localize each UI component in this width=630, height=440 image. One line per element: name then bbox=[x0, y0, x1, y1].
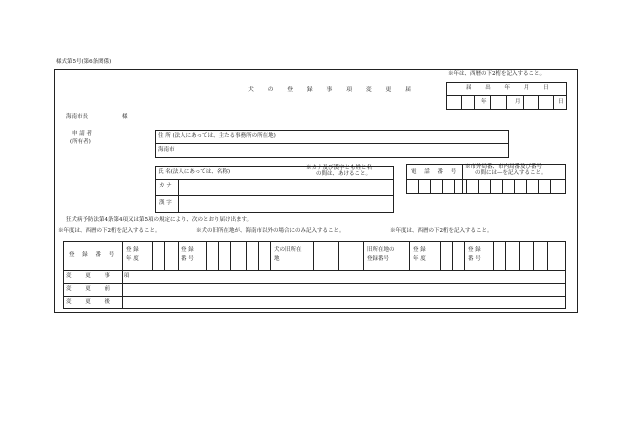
change-item-label: 変 更 事 項 bbox=[66, 273, 136, 279]
year-note-top: ※年は、西暦の下2桁を記入すること。 bbox=[448, 71, 546, 77]
note-year-right: ※年度は、西暦の下2桁を記入すること。 bbox=[390, 228, 493, 234]
year-unit: 年 bbox=[481, 99, 487, 105]
phone-note-line1: ※市外局番、市内局番及び番号 bbox=[465, 164, 543, 170]
phone-input[interactable] bbox=[407, 180, 565, 193]
name-label: 氏 名(法人にあっては、名称) bbox=[158, 169, 230, 175]
reg-year2-label-1: 登 録 bbox=[413, 247, 426, 253]
honorific: 様 bbox=[122, 114, 128, 120]
after-change-input[interactable] bbox=[123, 297, 565, 308]
kanji-label: 漢 字 bbox=[159, 200, 172, 206]
notification-month-input[interactable] bbox=[491, 96, 522, 109]
notification-day-input[interactable] bbox=[524, 96, 553, 109]
month-unit: 月 bbox=[515, 99, 521, 105]
old-location-label-2: 地 bbox=[274, 256, 280, 262]
phone-note-line2: の間には—を記入すること。 bbox=[475, 170, 547, 176]
notification-date-label: 届 出 年 月 日 bbox=[466, 85, 555, 91]
old-reg-label-2: 登録番号 bbox=[367, 256, 390, 262]
name-kana-input[interactable] bbox=[179, 180, 393, 194]
old-reg-label-1: 旧所在地の bbox=[367, 247, 395, 253]
reg-no2-label-1: 登 録 bbox=[468, 247, 481, 253]
old-location-input[interactable] bbox=[314, 242, 362, 269]
name-note-line1: ※カナ及び漢字とも姓と名 bbox=[306, 165, 373, 171]
old-location-label-1: 犬の旧所在 bbox=[274, 247, 302, 253]
reg-no2-input[interactable] bbox=[494, 242, 565, 269]
addressee: 海南市長 bbox=[66, 114, 89, 120]
name-note-line2: の間は、あけること。 bbox=[316, 171, 372, 177]
name-kanji-input[interactable] bbox=[179, 196, 393, 212]
address-label: 住 所 (法人にあっては、主たる事務所の所在地) bbox=[158, 133, 276, 139]
before-change-label: 変 更 前 bbox=[66, 286, 116, 292]
reg-number-label: 登 録 番 号 bbox=[69, 252, 118, 258]
reg-no-input[interactable] bbox=[207, 242, 269, 269]
reg-year-label-1: 登 録 bbox=[126, 247, 139, 253]
address-input[interactable] bbox=[156, 144, 508, 157]
notification-year-input[interactable] bbox=[462, 96, 489, 109]
address-value: 海南市 bbox=[158, 147, 175, 153]
reg-year2-label-2: 年 度 bbox=[413, 256, 426, 262]
change-item-input[interactable] bbox=[123, 271, 565, 282]
reg-no-label-2: 番 号 bbox=[181, 256, 194, 262]
note-year-left: ※年度は、西暦の下2桁を記入すること。 bbox=[58, 228, 161, 234]
owner-label: (所有者) bbox=[70, 139, 91, 145]
form-title: 犬 の 登 録 事 項 変 更 届 bbox=[248, 87, 417, 93]
reg-no2-label-2: 番 号 bbox=[468, 256, 481, 262]
declaration: 狂犬病予防法第4条第4項又は第5項の規定により、次のとおり届け出ます。 bbox=[66, 217, 253, 223]
reg-year2-input[interactable] bbox=[441, 242, 463, 269]
after-change-label: 変 更 後 bbox=[66, 299, 116, 305]
reg-year-label-2: 年 度 bbox=[126, 256, 139, 262]
reg-no-label-1: 登 録 bbox=[181, 247, 194, 253]
kana-label: カ ナ bbox=[159, 183, 172, 189]
before-change-input[interactable] bbox=[123, 284, 565, 295]
phone-label: 電 話 番 号 bbox=[411, 169, 460, 175]
form-number: 様式第5号(第6条関係) bbox=[56, 59, 112, 65]
reg-year-input[interactable] bbox=[153, 242, 177, 269]
applicant-label: 申 請 者 bbox=[72, 131, 92, 137]
note-old-location: ※犬の旧所在地が、海南市以外の場合にのみ記入すること。 bbox=[196, 228, 345, 234]
day-unit: 日 bbox=[558, 99, 564, 105]
